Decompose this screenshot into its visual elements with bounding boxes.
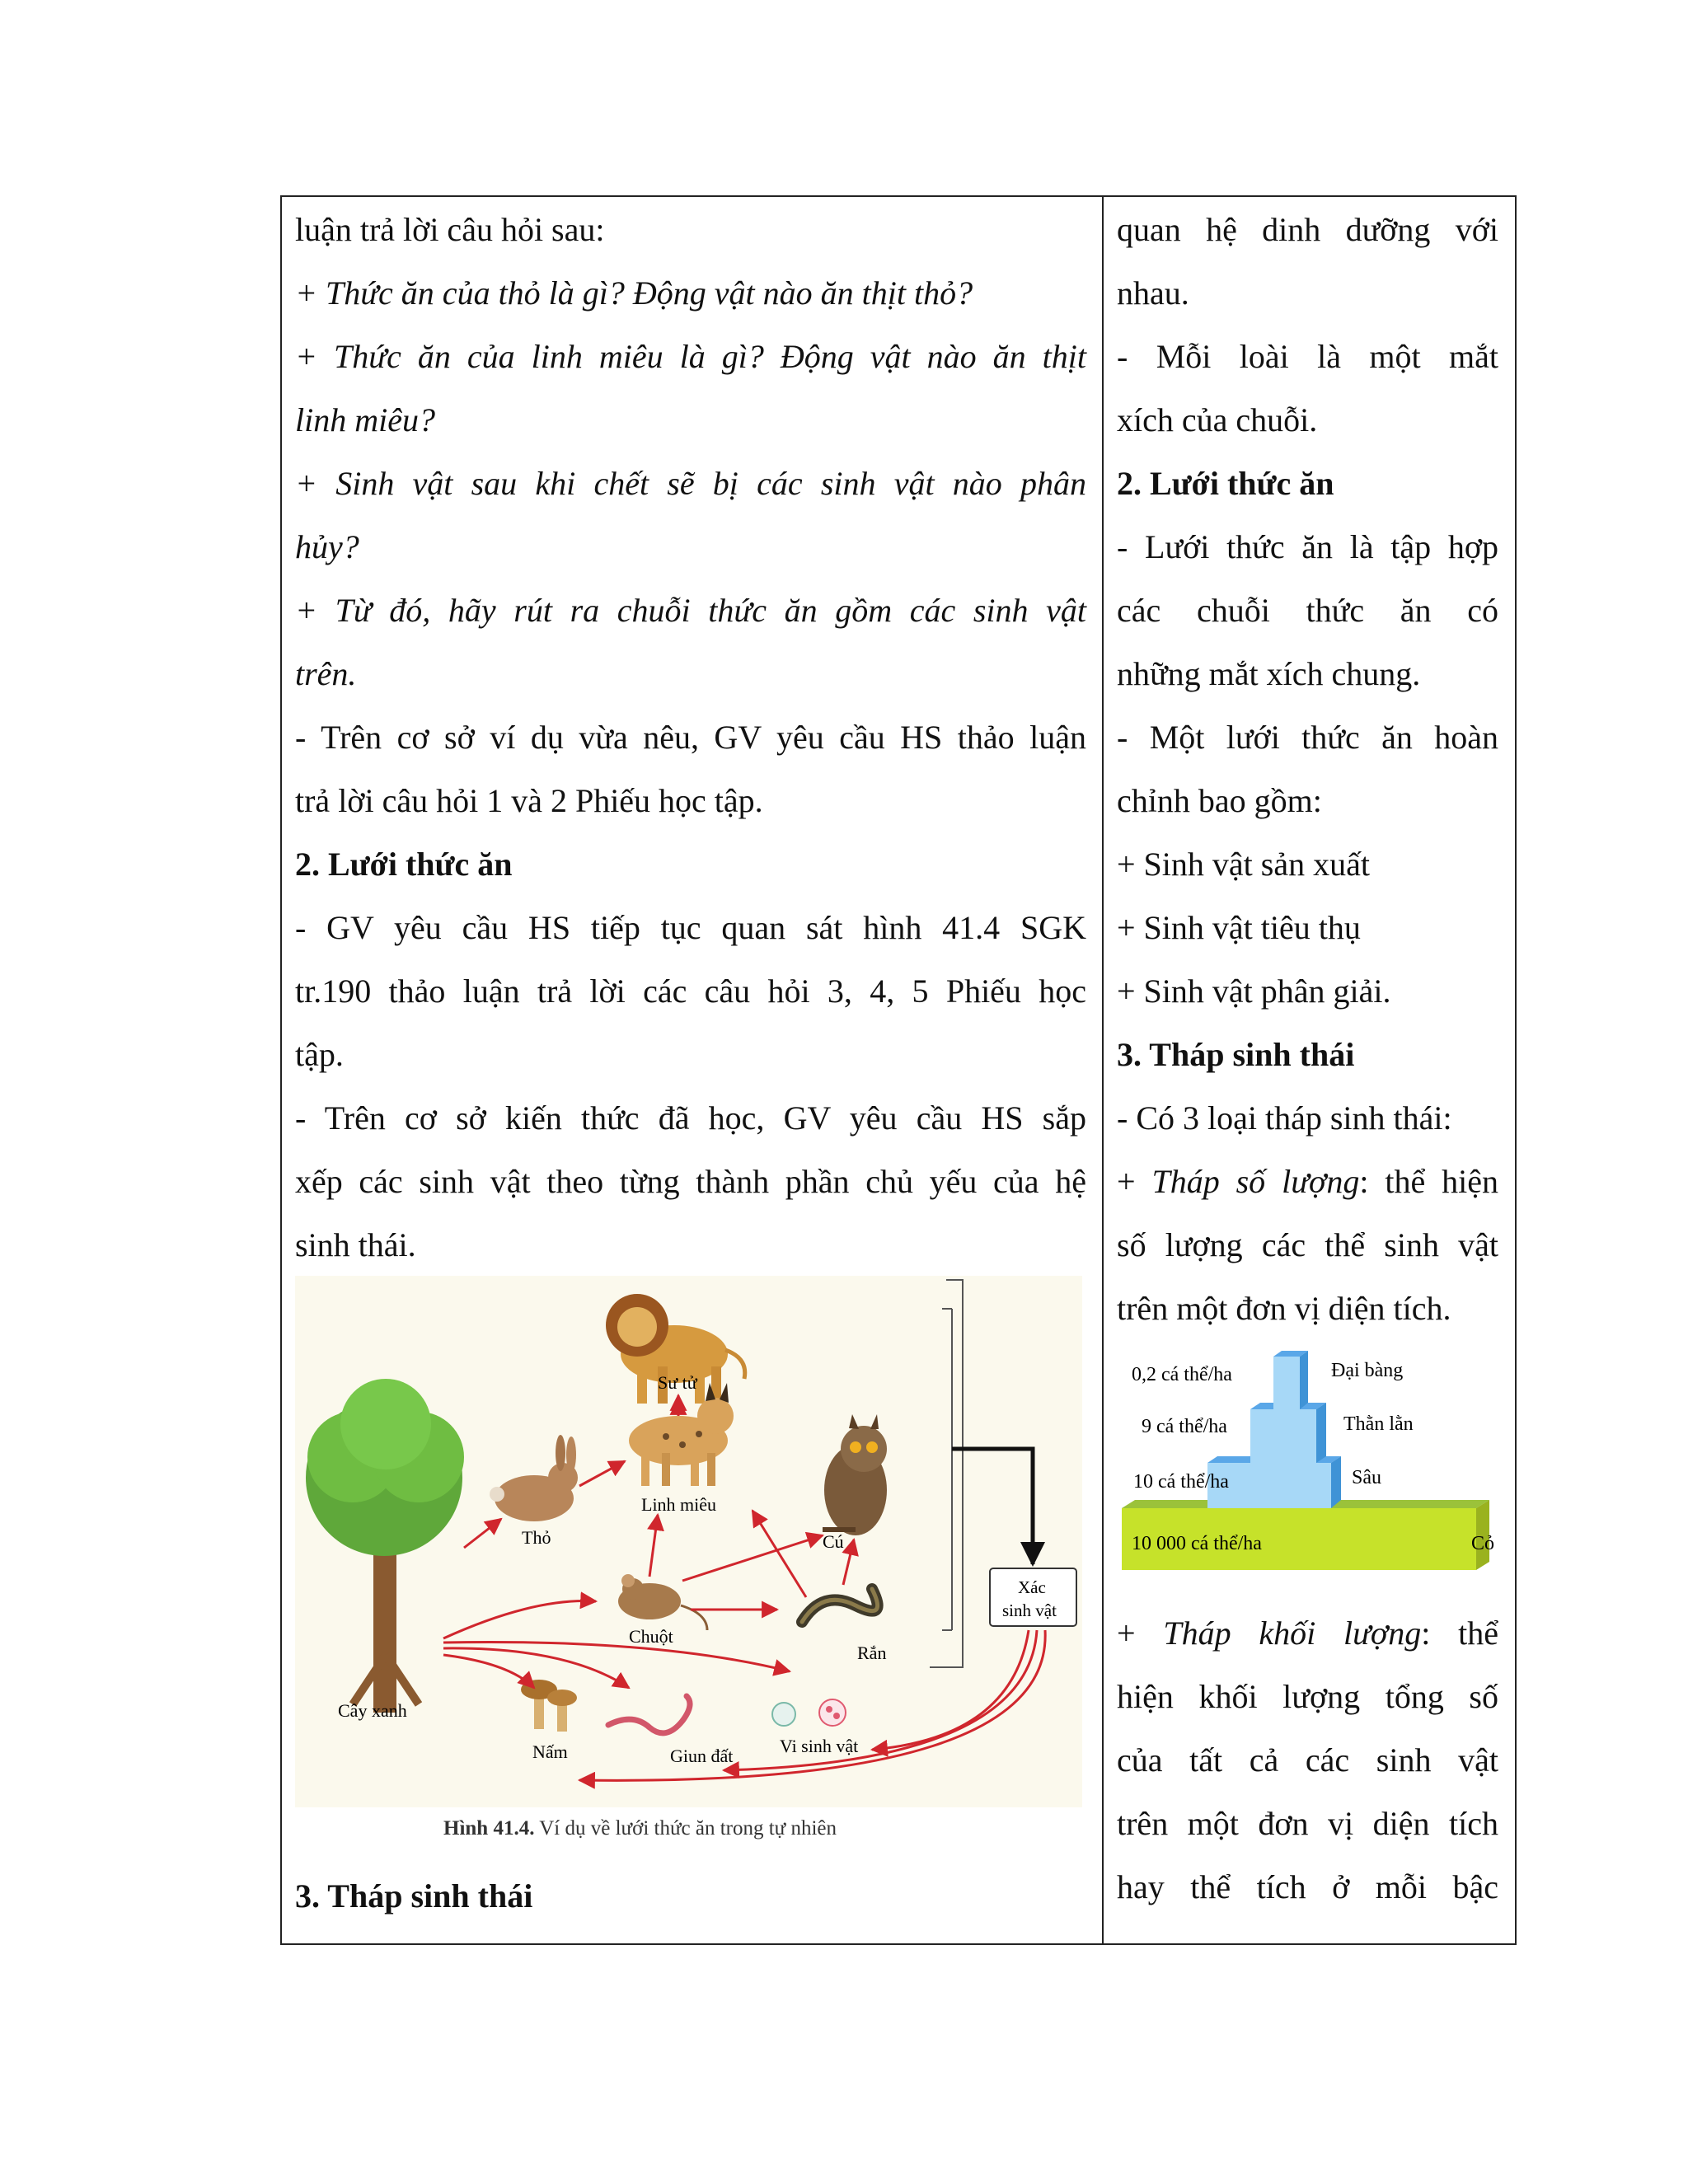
mushroom-label: Nấm (532, 1741, 568, 1762)
right-line-1: quan hệ dinh dưỡng với (1117, 211, 1498, 248)
right-line-7: các chuỗi thức ăn có (1117, 592, 1498, 629)
pyramid-level-3-count: 10 cá thể/ha (1133, 1471, 1229, 1493)
right-line-18: trên một đơn vị diện tích. (1117, 1290, 1451, 1327)
food-web-arrows (443, 1395, 1045, 1780)
figure-caption-text: Ví dụ về lưới thức ăn trong tự nhiên (534, 1817, 837, 1840)
right-line-3: - Mỗi loài là một mắt (1117, 338, 1498, 375)
right-column (1117, 198, 1498, 1340)
right-line-number-pyramid: + Tháp số lượng: thể hiện (1117, 1163, 1499, 1200)
number-pyramid-diagram (1117, 1343, 1512, 1591)
microbe-label: Vi sinh vật (780, 1736, 859, 1756)
instruction-3-cont: xếp các sinh vật theo từng thành phần chủ yếu của hệ (295, 1163, 1086, 1200)
left-column (295, 198, 1086, 1277)
dead-organisms-label-1: Xác (1018, 1577, 1046, 1597)
instruction-2: - GV yêu cầu HS tiếp tục quan sát hình 41.4 SGK (295, 909, 1086, 946)
question-food-chain-cont: trên. (295, 655, 357, 692)
question-decomposer: + Sinh vật sau khi chết sẽ bị các sinh vật nào phân (295, 465, 1086, 502)
right-line-2: nhau. (1117, 274, 1189, 312)
snake-label: Rắn (857, 1643, 887, 1663)
worm-label: Giun đất (670, 1746, 734, 1766)
instruction-3-end: sinh thái. (295, 1226, 416, 1263)
right-line-lower-5: hay thể tích ở mỗi bậc (1117, 1868, 1498, 1905)
pyramid-level-1-count: 0,2 cá thể/ha (1132, 1364, 1232, 1385)
pyramid-level-1-name: Đại bàng (1331, 1360, 1404, 1381)
mouse-icon (618, 1574, 707, 1630)
heading-ecological-pyramid-left: 3. Tháp sinh thái (295, 1877, 533, 1915)
rabbit-label: Thỏ (522, 1527, 551, 1548)
right-line-13: + Sinh vật phân giải. (1117, 972, 1391, 1010)
owl-icon (823, 1414, 887, 1535)
pyramid-level-3-name: Sâu (1352, 1467, 1381, 1488)
number-pyramid-term: Tháp số lượng (1151, 1163, 1360, 1200)
figure-caption-number: Hình 41.4. (443, 1817, 535, 1840)
instruction-1-cont: trả lời câu hỏi 1 và 2 Phiếu học tập. (295, 782, 763, 819)
snake-icon (802, 1589, 878, 1622)
microbe-icon (772, 1699, 846, 1726)
right-line-mass-pyramid: + Tháp khối lượng: thể (1117, 1615, 1498, 1652)
lynx-label: Linh miêu (641, 1494, 717, 1515)
heading-ecological-pyramid-right: 3. Tháp sinh thái (1117, 1036, 1355, 1073)
instruction-2-cont: tr.190 thảo luận trả lời các câu hỏi 3, 4, 5 Phiếu học (295, 972, 1086, 1010)
right-line-9: - Một lưới thức ăn hoàn (1117, 719, 1498, 756)
question-decomposer-cont: hủy? (295, 528, 359, 565)
question-lynx-cont: linh miêu? (295, 401, 435, 438)
mass-pyramid-term: Tháp khối lượng (1163, 1615, 1422, 1652)
right-line-lower-4: trên một đơn vị diện tích (1117, 1805, 1498, 1842)
right-line-11: + Sinh vật sản xuất (1117, 846, 1370, 883)
mass-pyramid-desc: : thể (1421, 1615, 1498, 1652)
tree-icon (306, 1379, 464, 1713)
rabbit-icon (490, 1435, 578, 1521)
right-line-4: xích của chuỗi. (1117, 401, 1318, 438)
right-line-17: số lượng các thể sinh vật (1117, 1226, 1498, 1263)
question-lynx: + Thức ăn của linh miêu là gì? Động vật nào ăn thịt (295, 338, 1086, 375)
owl-label: Cú (823, 1531, 844, 1552)
heading-food-web-right: 2. Lưới thức ăn (1117, 465, 1334, 502)
pyramid-level-4-name: Cỏ (1471, 1533, 1495, 1554)
dead-organisms-label-2: sinh vật (1002, 1601, 1057, 1620)
right-line-8: những mắt xích chung. (1117, 655, 1421, 692)
mushroom-icon (521, 1680, 577, 1732)
right-line-12: + Sinh vật tiêu thụ (1117, 909, 1361, 946)
mouse-label: Chuột (629, 1626, 673, 1647)
worm-icon (608, 1696, 690, 1733)
right-line-6: - Lưới thức ăn là tập hợp (1117, 528, 1498, 565)
right-line-10: chỉnh bao gồm: (1117, 782, 1322, 819)
number-pyramid-desc: : thể hiện (1359, 1163, 1499, 1200)
left-line-1: luận trả lời câu hỏi sau: (295, 211, 605, 248)
right-line-lower-2: hiện khối lượng tổng số (1117, 1678, 1498, 1715)
right-column-lower (1117, 1601, 1498, 1919)
pyramid-level-4-count: 10 000 cá thể/ha (1132, 1533, 1262, 1554)
pyramid-level-2-name: Thằn lằn (1343, 1413, 1414, 1435)
food-web-figure (295, 1276, 1082, 1807)
column-divider (1102, 195, 1104, 1945)
instruction-1: - Trên cơ sở ví dụ vừa nêu, GV yêu cầu HS thảo luận (295, 719, 1086, 756)
instruction-3: - Trên cơ sở kiến thức đã học, GV yêu cầu HS sắp (295, 1099, 1086, 1137)
lion-label: Sư tử (658, 1372, 697, 1393)
figure-caption (443, 1817, 837, 1840)
pyramid-level-2-count: 9 cá thể/ha (1142, 1416, 1227, 1437)
tree-label: Cây xanh (338, 1700, 407, 1721)
heading-food-web: 2. Lưới thức ăn (295, 846, 513, 883)
right-line-lower-3: của tất cả các sinh vật (1117, 1741, 1498, 1779)
question-rabbit: + Thức ăn của thỏ là gì? Động vật nào ăn thịt thỏ? (295, 274, 973, 312)
question-food-chain: + Từ đó, hãy rút ra chuỗi thức ăn gồm các sinh vật (295, 592, 1086, 629)
food-web-diagram (295, 1276, 1082, 1807)
instruction-2-end: tập. (295, 1036, 344, 1073)
right-line-15: - Có 3 loại tháp sinh thái: (1117, 1099, 1452, 1137)
